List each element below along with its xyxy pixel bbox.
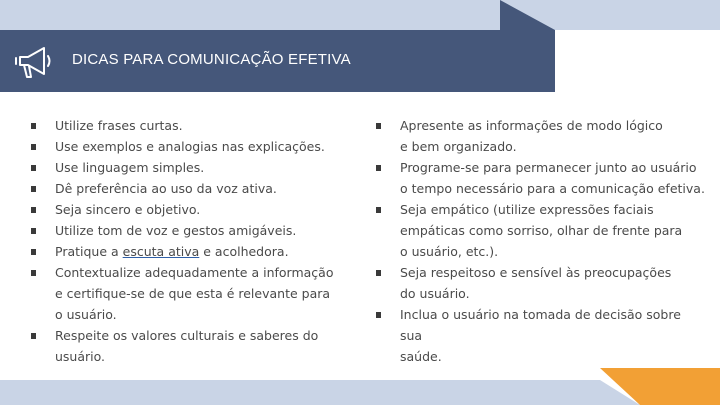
megaphone-icon bbox=[12, 44, 56, 82]
right-tip-item bbox=[375, 262, 705, 304]
bullet-icon bbox=[31, 333, 36, 339]
item-text-line: Contextualize adequadamente a informação bbox=[55, 265, 334, 280]
item-text-line: Apresente as informações de modo lógico bbox=[400, 118, 663, 133]
bullet-icon bbox=[376, 207, 381, 213]
item-text-line: Utilize frases curtas. bbox=[55, 118, 183, 133]
bullet-icon bbox=[31, 165, 36, 171]
right-tip-item bbox=[375, 115, 705, 157]
escuta-ativa-link[interactable]: escuta ativa bbox=[122, 244, 200, 259]
item-text: Pratique a bbox=[55, 244, 123, 259]
left-tip-item bbox=[30, 262, 350, 325]
bullet-icon bbox=[31, 228, 36, 234]
left-tip-item bbox=[30, 136, 350, 157]
bullet-icon bbox=[31, 186, 36, 192]
left-tip-item bbox=[30, 115, 350, 136]
item-text-line: Dê preferência ao uso da voz ativa. bbox=[55, 181, 277, 196]
item-text-line: Seja sincero e objetivo. bbox=[55, 202, 201, 217]
bullet-icon bbox=[31, 270, 36, 276]
left-tip-item bbox=[30, 199, 350, 220]
item-text-line: usuário. bbox=[55, 349, 106, 364]
item-text-line: e bem organizado. bbox=[400, 139, 517, 154]
item-text-line: Seja respeitoso e sensível às preocupações bbox=[400, 265, 672, 280]
right-tips-list bbox=[375, 115, 705, 367]
page-title: DICAS PARA COMUNICAÇÃO EFETIVA bbox=[72, 51, 351, 68]
item-text-line: o usuário, etc.). bbox=[400, 244, 499, 259]
item-text-line: Inclua o usuário na tomada de decisão sobre sua bbox=[400, 307, 681, 343]
right-tip-item bbox=[375, 157, 705, 199]
bullet-icon bbox=[31, 123, 36, 129]
item-text-line: Respeite os valores culturais e saberes do bbox=[55, 328, 319, 343]
left-tip-item bbox=[30, 220, 350, 241]
item-text-line: Seja empático (utilize expressões faciais bbox=[400, 202, 654, 217]
bottom-decoration bbox=[0, 355, 720, 405]
item-text-line: empáticas como sorriso, olhar de frente para bbox=[400, 223, 683, 238]
item-text-line: do usuário. bbox=[400, 286, 470, 301]
bullet-icon bbox=[31, 249, 36, 255]
item-text-line: saúde. bbox=[400, 349, 442, 364]
item-text-line: o tempo necessário para a comunicação efetiva. bbox=[400, 181, 705, 196]
title-bar-notch bbox=[500, 0, 555, 30]
right-tip-item bbox=[375, 199, 705, 262]
item-text-line: e certifique-se de que esta é relevante para bbox=[55, 286, 331, 301]
item-text-line: Programe-se para permanecer junto ao usuário bbox=[400, 160, 697, 175]
bullet-icon bbox=[376, 165, 381, 171]
bullet-icon bbox=[31, 207, 36, 213]
left-tip-item bbox=[30, 241, 350, 262]
left-tips-list bbox=[30, 115, 350, 367]
item-text-line: Use exemplos e analogias nas explicações. bbox=[55, 139, 325, 154]
bullet-icon bbox=[376, 312, 381, 318]
bullet-icon bbox=[376, 123, 381, 129]
top-decorative-band bbox=[0, 0, 720, 30]
item-text-line: o usuário. bbox=[55, 307, 117, 322]
left-tip-item bbox=[30, 157, 350, 178]
bullet-icon bbox=[31, 144, 36, 150]
item-text-line: Use linguagem simples. bbox=[55, 160, 205, 175]
item-text-line: Utilize tom de voz e gestos amigáveis. bbox=[55, 223, 297, 238]
bullet-icon bbox=[376, 270, 381, 276]
left-tip-item bbox=[30, 178, 350, 199]
item-text: e acolhedora. bbox=[199, 244, 289, 259]
